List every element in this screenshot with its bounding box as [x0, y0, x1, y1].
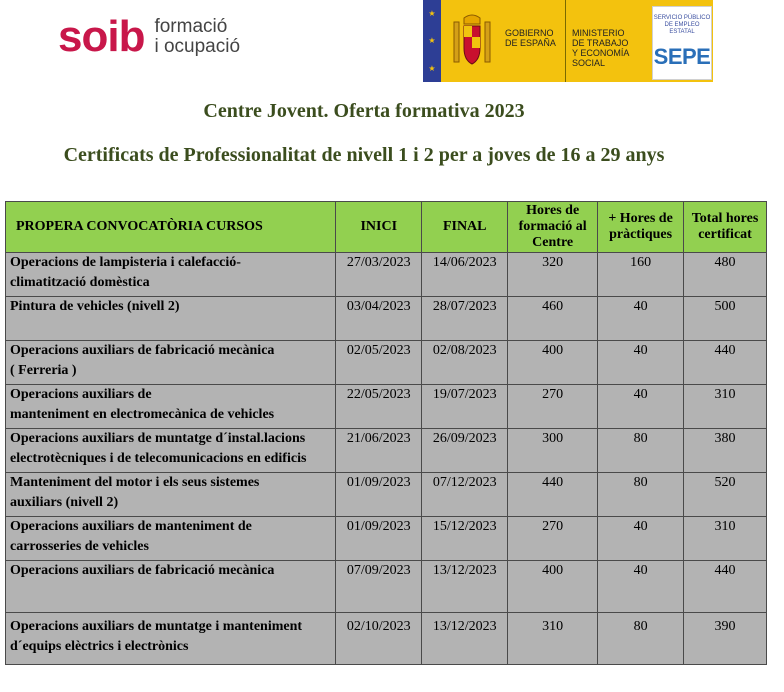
sepe-wordmark: SEPE — [653, 44, 711, 69]
table-header-row — [6, 202, 767, 253]
course-name-line1: Operacions auxiliars de fabricació mecànica — [10, 563, 275, 578]
course-name-line1: Operacions auxiliars de — [10, 387, 152, 402]
hours-total: 310 — [684, 517, 767, 561]
end-date: 26/09/2023 — [422, 429, 508, 473]
hours-centre: 270 — [508, 385, 598, 429]
spain-coat-of-arms-icon — [441, 0, 503, 82]
col-header-total: Total hores certificat — [684, 202, 767, 253]
start-date: 02/10/2023 — [336, 613, 422, 665]
ministry-label — [565, 0, 656, 82]
course-name-line1: Operacions auxiliars de muntatge i manteniment — [10, 619, 303, 634]
course-name-line1: Manteniment del motor i els seus sistemes — [10, 475, 260, 490]
course-name-line2: d´equips elèctrics i electrònics — [10, 639, 189, 654]
start-date: 01/09/2023 — [336, 473, 422, 517]
course-name-line1: Operacions auxiliars de muntatge d´instal.lacions — [10, 431, 306, 446]
ministry-line1: MINISTERIO — [572, 28, 625, 38]
course-name-line1: Pintura de vehicles (nivell 2) — [10, 299, 180, 314]
hours-total: 440 — [684, 341, 767, 385]
hours-centre: 310 — [508, 613, 598, 665]
hours-total: 390 — [684, 613, 767, 665]
soib-logo-subtitle — [154, 17, 240, 57]
page-title: Centre Jovent. Oferta formativa 2023 — [203, 100, 525, 122]
table-row — [6, 517, 767, 561]
course-name — [6, 297, 336, 341]
table-row — [6, 473, 767, 517]
course-name-line2: electrotècniques i de telecomunicacions en edificis — [10, 451, 307, 466]
hours-total: 310 — [684, 385, 767, 429]
end-date: 19/07/2023 — [422, 385, 508, 429]
ministry-line3: Y ECONOMÍA SOCIAL — [572, 48, 629, 68]
table-row — [6, 297, 767, 341]
course-name-line2: carrosseries de vehicles — [10, 539, 149, 554]
table-row — [6, 613, 767, 665]
course-name-line1: Operacions auxiliars de manteniment de — [10, 519, 252, 534]
end-date: 13/12/2023 — [422, 613, 508, 665]
sepe-subtitle — [653, 15, 711, 36]
hours-centre: 300 — [508, 429, 598, 473]
end-date: 02/08/2023 — [422, 341, 508, 385]
gov-line2: DE ESPAÑA — [505, 38, 556, 48]
start-date: 03/04/2023 — [336, 297, 422, 341]
sepe-logo — [652, 6, 712, 80]
col-header-start: INICI — [336, 202, 422, 253]
hours-practice: 40 — [598, 517, 684, 561]
start-date: 01/09/2023 — [336, 517, 422, 561]
hours-practice: 80 — [598, 429, 684, 473]
hours-total: 480 — [684, 253, 767, 297]
start-date: 22/05/2023 — [336, 385, 422, 429]
hours-practice: 80 — [598, 473, 684, 517]
end-date: 13/12/2023 — [422, 561, 508, 613]
ministry-line2: DE TRABAJO — [572, 38, 629, 48]
start-date: 27/03/2023 — [336, 253, 422, 297]
eu-flag-strip: ★ ★ ★ — [423, 0, 441, 82]
courses-table — [5, 201, 767, 665]
col-header-course: PROPERA CONVOCATÒRIA CURSOS — [6, 202, 336, 253]
start-date: 21/06/2023 — [336, 429, 422, 473]
start-date: 07/09/2023 — [336, 561, 422, 613]
course-name — [6, 341, 336, 385]
hours-total: 380 — [684, 429, 767, 473]
hours-centre: 460 — [508, 297, 598, 341]
course-name-line2: ( Ferreria ) — [10, 363, 77, 378]
table-row — [6, 385, 767, 429]
sepe-subtitle-line1: SERVICIO PÚBLICO — [653, 15, 711, 21]
col-header-end: FINAL — [422, 202, 508, 253]
hours-practice: 80 — [598, 613, 684, 665]
soib-logo — [58, 12, 240, 62]
soib-subtitle-line2: i ocupació — [154, 36, 241, 57]
table-row — [6, 561, 767, 613]
table-row — [6, 429, 767, 473]
hours-practice: 40 — [598, 385, 684, 429]
gobierno-label — [503, 0, 565, 82]
course-name — [6, 253, 336, 297]
table-row — [6, 253, 767, 297]
hours-centre: 320 — [508, 253, 598, 297]
hours-practice: 40 — [598, 297, 684, 341]
hours-centre: 400 — [508, 341, 598, 385]
hours-practice: 160 — [598, 253, 684, 297]
sepe-subtitle-line2: DE EMPLEO ESTATAL — [664, 22, 700, 35]
hours-practice: 40 — [598, 561, 684, 613]
col-header-hours-centre: Hores de formació al Centre — [508, 202, 598, 253]
col-header-hours-practice: + Hores de pràctiques — [598, 202, 684, 253]
course-name-line2: climatització domèstica — [10, 275, 150, 290]
gov-line1: GOBIERNO — [505, 28, 554, 38]
page-subtitle: Certificats de Professionalitat de nivell 1 i 2 per a joves de 16 a 29 anys — [63, 144, 665, 166]
course-name-line1: Operacions de lampisteria i calefacció- — [10, 255, 241, 270]
soib-logo-word: soib — [58, 12, 145, 61]
course-name-line1: Operacions auxiliars de fabricació mecànica — [10, 343, 275, 358]
course-name — [6, 473, 336, 517]
hours-total: 520 — [684, 473, 767, 517]
end-date: 15/12/2023 — [422, 517, 508, 561]
hours-centre: 270 — [508, 517, 598, 561]
end-date: 07/12/2023 — [422, 473, 508, 517]
hours-centre: 400 — [508, 561, 598, 613]
course-name — [6, 613, 336, 665]
end-date: 14/06/2023 — [422, 253, 508, 297]
course-name-line2: auxiliars (nivell 2) — [10, 495, 119, 510]
hours-total: 500 — [684, 297, 767, 341]
course-name-line2: manteniment en electromecànica de vehicles — [10, 407, 275, 422]
course-name — [6, 517, 336, 561]
course-name — [6, 429, 336, 473]
soib-subtitle-line1: formació — [154, 16, 228, 37]
start-date: 02/05/2023 — [336, 341, 422, 385]
end-date: 28/07/2023 — [422, 297, 508, 341]
course-name — [6, 385, 336, 429]
hours-centre: 440 — [508, 473, 598, 517]
course-name — [6, 561, 336, 613]
hours-total: 440 — [684, 561, 767, 613]
table-row — [6, 341, 767, 385]
hours-practice: 40 — [598, 341, 684, 385]
